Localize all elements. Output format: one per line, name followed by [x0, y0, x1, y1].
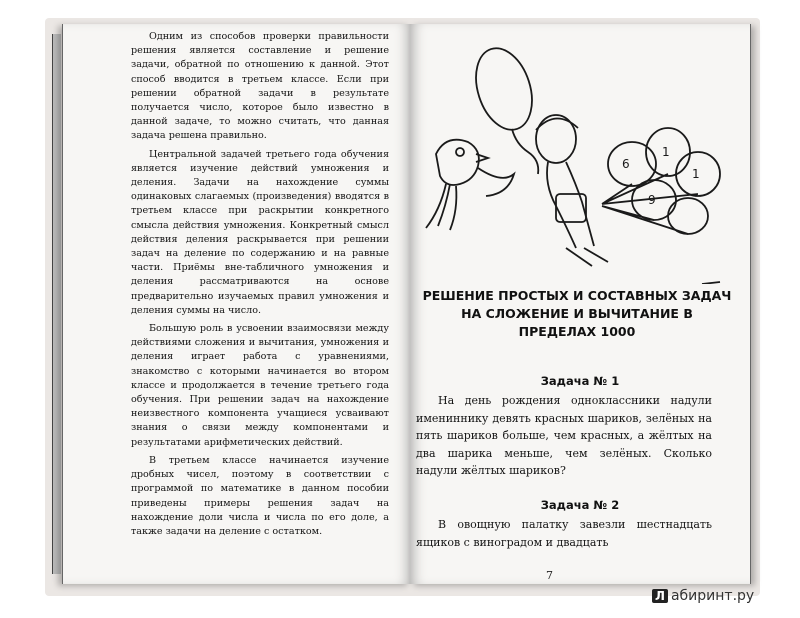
left-page-text: [131, 30, 389, 543]
page-stack-edge: [52, 34, 61, 574]
parrot-icon: [436, 140, 479, 185]
task-2-text: [416, 516, 712, 551]
right-page: [410, 24, 751, 584]
paragraph: Одним из способов проверки правильности решения является составление и решение задачи, обратной по отношению к данной. Этот способ вводится в третьем классе. Если при решении обратной задачи в результате получается число, которое было известно в данной задаче, то можно считать, что данная задача решена правильно.: [131, 31, 389, 142]
paragraph: Центральной задачей третьего года обучения является изучение действий умножения и деления. Задачи на нахождение суммы одинаковых слагаемых (произведения) вводятся в третьем классе при раскрытии конкретного смысла действия умножения. Конкретный смысл действия деления раскрывается при решении задач на деление по содержанию и на равные части. Приёмы вне-табличного умножения и деления рассматриваются на основе предварительно изучаемых правил умножения и деления суммы на число.: [131, 148, 389, 316]
task-1-title: Задача № 1: [540, 374, 620, 388]
svg-text:1: 1: [662, 145, 670, 159]
task-1-text: [416, 392, 712, 480]
paragraph: В третьем классе начинается изучение дробных чисел, поэтому в соответствии с программой по математике в данном пособии приведены примеры решения задач на нахождение доли числа и числа по его доле, а также задачи на деление с остатком.: [131, 454, 389, 537]
section-heading: РЕШЕНИЕ ПРОСТЫХ И СОСТАВНЫХ ЗАДАЧ НА СЛОЖЕНИЕ И ВЫЧИТАНИЕ В ПРЕДЕЛАХ 1000: [422, 288, 732, 339]
watermark-text: абиринт.ру: [670, 588, 755, 604]
svg-text:6: 6: [622, 157, 630, 171]
task-1-paragraph: На день рождения одноклассники надули имениннику девять красных шариков, зелёных на пять шариков больше, чем красных, а жёлтых на два шарика меньше, чем зелёных. Сколько надули жёлтых шариков?: [416, 394, 712, 477]
left-page: [62, 24, 411, 584]
page-number: 7: [546, 569, 553, 582]
svg-text:1: 1: [692, 167, 700, 181]
illustration-parrot-and-boy-with-balloons: [416, 34, 736, 284]
paragraph: Большую роль в усвоении взаимосвязи между действиями сложения и вычитания, умножения и деления играет работа с уравнениями, знакомство с которыми начинается во втором классе и продолжается в течение третьего года обучения. При решении задач на нахождение неизвестного компонента учащиеся усваивают знания о связи между компонентами и результатами арифметических действий.: [131, 323, 389, 448]
task-2-paragraph: В овощную палатку завезли шестнадцать ящиков с виноградом и двадцать: [416, 518, 712, 549]
labirint-watermark: [652, 588, 754, 604]
task-2-title: Задача № 2: [540, 498, 620, 512]
svg-text:9: 9: [648, 193, 656, 207]
watermark-logo-box: Л: [652, 589, 668, 603]
balloon-icon: [466, 41, 541, 137]
